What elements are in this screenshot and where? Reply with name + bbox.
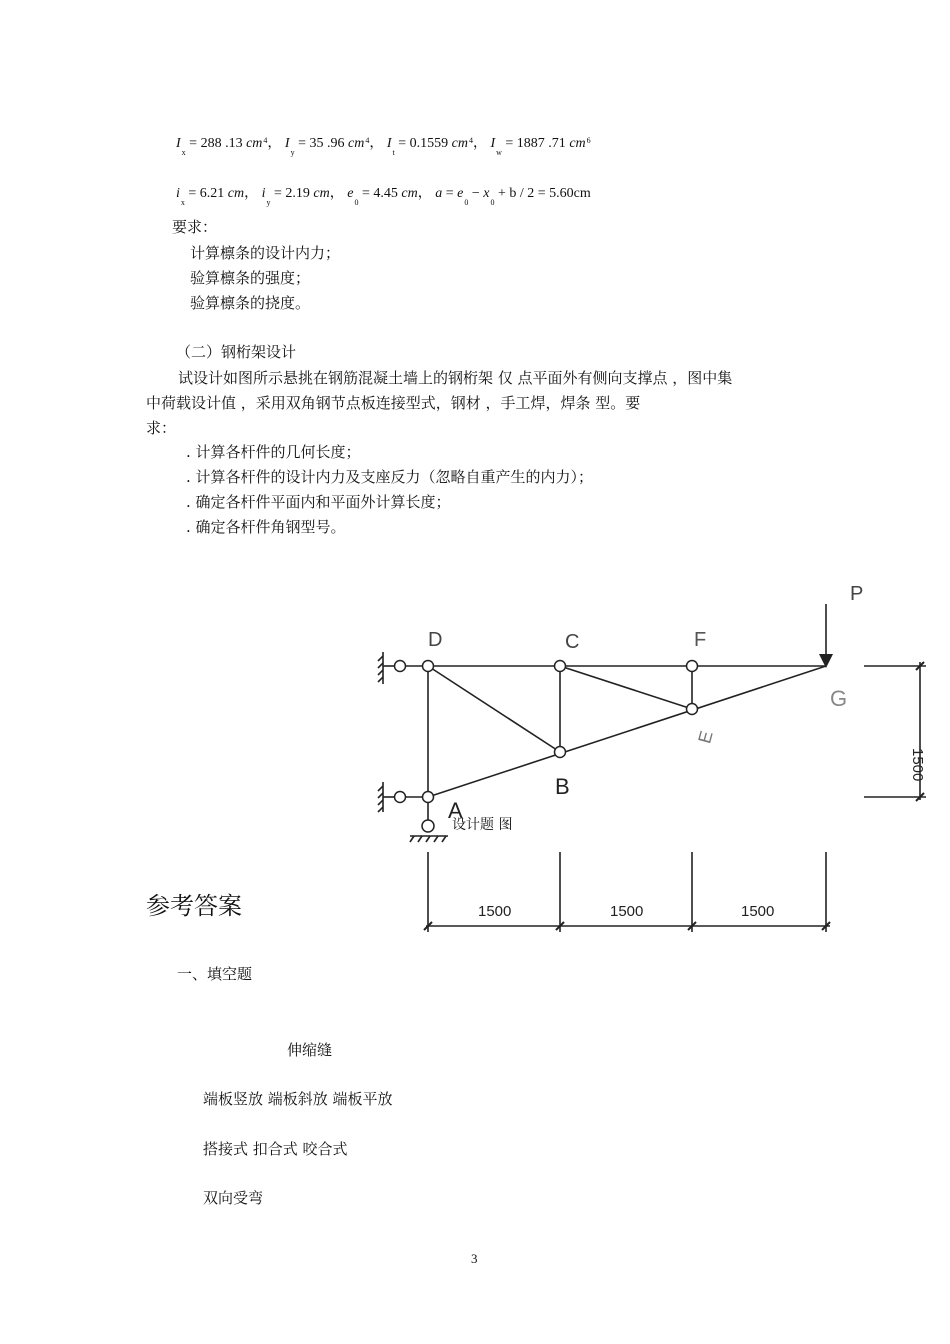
formula-operator: − (468, 186, 484, 201)
node-label-F: F (694, 629, 707, 651)
section-paragraph-line: 求： (146, 419, 177, 437)
answer-line: 搭接式 扣合式 咬合式 (203, 1140, 348, 1158)
section-paragraph-line: 试设计如图所示悬挑在钢筋混凝土墙上的钢桁架 仅 点平面外有侧向支撑点 ，图中集 (178, 369, 733, 387)
requirement-item: 计算檩条的设计内力； (190, 244, 341, 262)
node-label-P: P (850, 583, 864, 605)
formula-symbol: i (261, 186, 266, 201)
formula-unit: cm (401, 186, 418, 201)
section-paragraph-line: 中荷载设计值 ，采用双角钢节点板连接型式，钢材 ，手工焊，焊条 型。要 (146, 394, 641, 412)
node-label-G: G (830, 686, 848, 711)
formula-symbol: I (176, 136, 181, 151)
formula-symbol: I (386, 136, 392, 151)
formula-symbol: x (483, 186, 490, 201)
formula-unit: cm (347, 136, 365, 151)
node-label-C: C (565, 631, 580, 653)
formula-subscript: t (392, 148, 395, 157)
formula-separator: ， (417, 186, 436, 201)
formula-separator: ， (369, 136, 387, 151)
formula-subscript: w (496, 148, 502, 157)
formula-value: = 6.21 (188, 186, 225, 201)
formula-subscript: 0 (354, 198, 359, 207)
formula-value: = 288 .13 (189, 136, 243, 151)
answers-title: 参考答案 (146, 892, 242, 920)
formula-superscript: 6 (586, 136, 591, 145)
formula-superscript: 4 (263, 136, 268, 145)
formula-subscript: 0 (464, 198, 469, 207)
formula-separator: ， (472, 136, 491, 151)
formula-superscript: 4 (468, 136, 473, 145)
formula-unit: cm (246, 136, 263, 151)
answers-subheading: 一、填空题 (177, 965, 253, 983)
formula-separator: ， (244, 186, 262, 201)
formula-unit: cm (313, 186, 330, 201)
dimension-label: 1500 (478, 903, 512, 920)
formula-subscript: y (266, 198, 271, 207)
formula-symbol: I (284, 136, 290, 151)
formula-separator: ， (267, 136, 285, 151)
formula-subscript: 0 (490, 198, 495, 207)
formula-symbol: I (490, 136, 496, 151)
requirement-item: 验算檩条的强度； (190, 269, 311, 287)
formula-operator: = (442, 186, 458, 201)
dimension-label: 1500 (909, 748, 926, 782)
formula-unit: cm (569, 136, 586, 151)
page-number: 3 (471, 1251, 478, 1266)
answer-line: 端板竖放 端板斜放 端板平放 (203, 1090, 393, 1108)
formula-symbol: a (435, 186, 443, 201)
task-item: . 计算各杆件的几何长度； (186, 443, 361, 461)
node-label-D: D (428, 629, 443, 651)
requirements-heading: 要求： (172, 218, 218, 236)
figure-caption: 设计题 图 (452, 817, 513, 833)
node-label-B: B (555, 774, 570, 799)
formula-value: + b / 2 = 5.60cm (494, 186, 591, 201)
task-item: . 计算各杆件的设计内力及支座反力（忽略自重产生的内力）； (186, 468, 594, 486)
formula-value: = 2.19 (274, 186, 310, 201)
formula-symbol: e (457, 186, 464, 201)
formula-unit: cm (451, 136, 468, 151)
formula-subscript: x (181, 148, 186, 157)
section-title: （二）钢桁架设计 (176, 343, 297, 361)
task-item: . 确定各杆件平面内和平面外计算长度； (186, 493, 451, 511)
formula-symbol: e (347, 186, 354, 201)
formula-separator: ， (329, 186, 348, 201)
formula-value: = 1887 .71 (505, 136, 566, 151)
formula-symbol: i (176, 186, 180, 201)
formula-superscript: 4 (365, 136, 370, 145)
answer-line: 伸缩缝 (287, 1041, 333, 1059)
dimension-label: 1500 (610, 903, 644, 920)
node-label-E: E (694, 728, 717, 746)
formula-value: = 0.1559 (398, 136, 449, 151)
answer-line: 双向受弯 (203, 1189, 264, 1207)
formula-unit: cm (227, 186, 245, 201)
node-label-A: A (448, 798, 463, 823)
formula-value: = 4.45 (361, 186, 398, 201)
dimension-label: 1500 (741, 903, 775, 920)
formula-value: = 35 .96 (298, 136, 345, 151)
task-item: . 确定各杆件角钢型号。 (186, 518, 346, 536)
formula-subscript: y (290, 148, 295, 157)
formula-subscript: x (180, 198, 185, 207)
requirement-item: 验算檩条的挠度。 (190, 294, 311, 312)
